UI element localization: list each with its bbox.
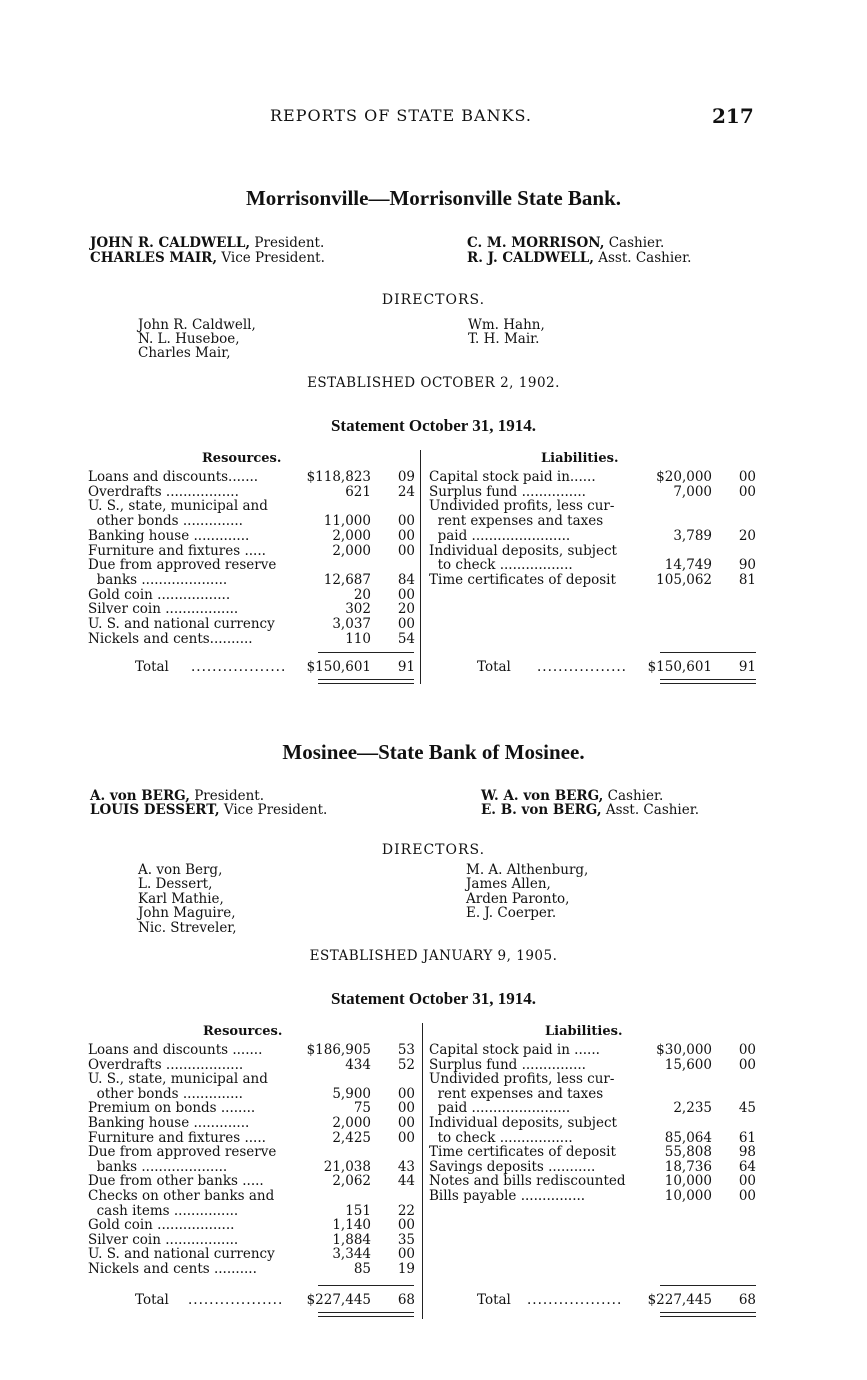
double-rule — [660, 679, 756, 680]
item-dollars: 75 — [353, 1100, 371, 1117]
resources-total-dollars: $150,601 — [306, 659, 371, 675]
ledger-row — [88, 1189, 418, 1204]
item-dollars: 621 — [345, 483, 371, 500]
ledger-row — [429, 1087, 759, 1102]
item-dollars: 11,000 — [323, 513, 371, 530]
item-cents: 00 — [397, 1085, 415, 1102]
item-label: Notes and bills rediscounted — [429, 1173, 626, 1190]
item-dollars: 20 — [353, 586, 371, 603]
double-rule — [660, 683, 756, 684]
total-label: Total — [135, 659, 169, 675]
item-label: Savings deposits ........... — [429, 1158, 596, 1175]
item-label: Overdrafts .................. — [88, 1056, 244, 1073]
item-dollars: 2,235 — [673, 1100, 712, 1117]
liabilities-total-row — [429, 659, 759, 675]
item-cents: 20 — [397, 601, 415, 618]
item-cents: 43 — [397, 1158, 415, 1175]
item-cents: 19 — [397, 1261, 415, 1277]
ledger-row — [88, 1233, 418, 1248]
officer-vice-president: CHARLES MAIR, Vice President. — [90, 250, 325, 266]
item-cents: 00 — [397, 1246, 415, 1263]
directors-heading: DIRECTORS. — [381, 292, 486, 308]
resources-total-cents: 68 — [397, 1292, 415, 1308]
item-label: paid ....................... — [429, 1100, 571, 1117]
item-label: Surplus fund ............... — [429, 1056, 586, 1073]
item-label: Banking house ............. — [88, 1115, 250, 1131]
ledger-row — [429, 1116, 759, 1131]
item-label: banks .................... — [88, 1158, 228, 1175]
item-cents: 00 — [738, 483, 756, 500]
item-dollars: 110 — [345, 630, 371, 647]
total-label: Total — [477, 1292, 511, 1308]
ledger-row — [88, 1116, 418, 1131]
item-cents: 81 — [738, 571, 756, 588]
column-divider — [420, 450, 421, 684]
item-label: Time certificates of deposit — [429, 571, 616, 588]
liabilities-total-cents: 68 — [738, 1292, 756, 1308]
double-rule — [660, 1316, 756, 1317]
item-cents: 64 — [738, 1158, 756, 1175]
ledger-row — [88, 1247, 418, 1262]
ledger-row — [88, 1145, 418, 1160]
statement-heading: Statement October 31, 1914. — [330, 989, 537, 1008]
ledger-row — [429, 544, 759, 559]
item-label: U. S. and national currency — [88, 1246, 275, 1263]
item-cents: 54 — [397, 630, 415, 647]
ledger-row — [429, 1072, 759, 1087]
ledger-row — [429, 1160, 759, 1175]
item-dollars: 7,000 — [673, 483, 712, 500]
director: E. J. Coerper. — [466, 905, 557, 921]
item-cents: 52 — [397, 1056, 415, 1073]
item-cents: 00 — [738, 1188, 756, 1204]
item-label: Individual deposits, subject — [429, 1115, 617, 1131]
item-cents: 35 — [397, 1231, 415, 1248]
item-cents: 00 — [397, 586, 415, 603]
resources-total-dollars: $227,445 — [306, 1292, 371, 1308]
ledger-row — [88, 632, 418, 647]
item-dollars: 15,600 — [664, 1056, 712, 1073]
ledger-row — [88, 588, 418, 603]
item-dollars: 10,000 — [664, 1173, 712, 1190]
item-label: Loans and discounts ....... — [88, 1042, 263, 1058]
item-cents: 22 — [397, 1202, 415, 1219]
officer-asst-cashier: E. B. von BERG, Asst. Cashier. — [481, 802, 700, 818]
director: John Maguire, — [138, 905, 236, 921]
item-label: rent expenses and taxes — [429, 1085, 604, 1102]
item-cents: 00 — [397, 527, 415, 544]
item-label: Bills payable ............... — [429, 1188, 586, 1204]
liabilities-total-row — [429, 1292, 759, 1308]
director: T. H. Mair. — [468, 331, 540, 347]
sum-rule — [318, 652, 414, 653]
item-label: Loans and discounts....... — [88, 469, 259, 485]
item-cents: 90 — [738, 557, 756, 574]
item-dollars: 2,000 — [332, 542, 371, 559]
item-label: other bonds .............. — [88, 1085, 243, 1102]
double-rule — [318, 679, 414, 680]
officer-asst-cashier: R. J. CALDWELL, Asst. Cashier. — [467, 250, 692, 266]
item-label: Capital stock paid in ...... — [429, 1042, 600, 1058]
bank-title: Morrisonville—Morrisonville State Bank. — [245, 186, 622, 210]
ledger-row — [88, 499, 418, 514]
item-cents: 09 — [397, 469, 415, 485]
ledger-row — [429, 573, 759, 588]
director: Nic. Streveler, — [138, 920, 237, 936]
item-cents: 00 — [397, 1115, 415, 1131]
ledger-row — [429, 499, 759, 514]
ledger-row — [88, 1204, 418, 1219]
item-dollars: 12,687 — [323, 571, 371, 588]
item-label: Undivided profits, less cur- — [429, 1071, 615, 1088]
ledger-row — [88, 1058, 418, 1073]
item-label: other bonds .............. — [88, 513, 243, 530]
item-label: Furniture and fixtures ..... — [88, 542, 266, 559]
page-number: 217 — [712, 104, 754, 128]
director: Wm. Hahn, — [468, 317, 545, 333]
ledger-row — [88, 1087, 418, 1102]
ledger-row — [88, 529, 418, 544]
ledger-row — [429, 514, 759, 529]
item-label: Due from other banks ..... — [88, 1173, 264, 1190]
item-dollars: 434 — [345, 1056, 371, 1073]
ledger-row — [88, 514, 418, 529]
ledger-row — [429, 470, 759, 485]
liabilities-heading: Liabilities. — [541, 451, 619, 466]
item-label: Silver coin ................. — [88, 601, 239, 618]
item-cents: 84 — [397, 571, 415, 588]
item-dollars: $118,823 — [306, 469, 371, 485]
item-label: Overdrafts ................. — [88, 483, 239, 500]
ledger-row — [429, 1174, 759, 1189]
item-cents: 61 — [738, 1129, 756, 1146]
item-dollars: 2,000 — [332, 1115, 371, 1131]
running-head — [0, 106, 867, 130]
director: L. Dessert, — [138, 876, 213, 892]
item-label: cash items ............... — [88, 1202, 239, 1219]
ledger-row — [429, 1043, 759, 1058]
item-dollars: 2,000 — [332, 527, 371, 544]
ledger-row — [88, 1043, 418, 1058]
resources-total-cents: 91 — [397, 659, 415, 675]
ledger-row — [88, 1160, 418, 1175]
item-cents: 00 — [397, 1100, 415, 1117]
item-dollars: 85,064 — [664, 1129, 712, 1146]
item-label: Due from approved reserve — [88, 1144, 277, 1161]
item-label: paid ....................... — [429, 527, 571, 544]
item-cents: 00 — [397, 542, 415, 559]
officer-cashier: W. A. von BERG, Cashier. — [481, 788, 664, 804]
column-divider — [422, 1023, 423, 1319]
resources-total-row — [88, 659, 418, 675]
item-label: Silver coin ................. — [88, 1231, 239, 1248]
ledger-row — [88, 573, 418, 588]
established-date: ESTABLISHED OCTOBER 2, 1902. — [307, 375, 560, 391]
total-label: Total — [477, 659, 511, 675]
item-dollars: 10,000 — [664, 1188, 712, 1204]
item-dollars: 2,425 — [332, 1129, 371, 1146]
item-cents: 00 — [738, 469, 756, 485]
director: James Allen, — [466, 876, 551, 892]
item-cents: 98 — [738, 1144, 756, 1161]
item-label: Furniture and fixtures ..... — [88, 1129, 266, 1146]
item-cents: 00 — [738, 1042, 756, 1058]
sum-rule — [318, 1285, 414, 1286]
item-dollars: 1,884 — [332, 1231, 371, 1248]
item-cents: 00 — [397, 513, 415, 530]
total-label: Total — [135, 1292, 169, 1308]
director: N. L. Huseboe, — [138, 331, 240, 347]
ledger-row — [88, 1131, 418, 1146]
item-cents: 24 — [397, 483, 415, 500]
item-label: U. S., state, municipal and — [88, 1071, 268, 1088]
ledger-row — [88, 1101, 418, 1116]
item-cents: 00 — [738, 1056, 756, 1073]
item-cents: 00 — [397, 1129, 415, 1146]
ledger-row — [88, 544, 418, 559]
item-dollars: 151 — [345, 1202, 371, 1219]
ledger-row — [429, 1101, 759, 1116]
director: Arden Paronto, — [466, 891, 570, 907]
total-leader: .................. — [191, 659, 287, 675]
item-dollars: 21,038 — [323, 1158, 371, 1175]
item-dollars: 302 — [345, 601, 371, 618]
ledger-row — [429, 529, 759, 544]
item-label: to check ................. — [429, 1129, 573, 1146]
item-dollars: $30,000 — [656, 1042, 712, 1058]
director: John R. Caldwell, — [138, 317, 256, 333]
item-dollars: $186,905 — [306, 1042, 371, 1058]
item-label: rent expenses and taxes — [429, 513, 604, 530]
double-rule — [318, 1316, 414, 1317]
item-cents: 00 — [397, 1217, 415, 1234]
officer-president: A. von BERG, President. — [90, 788, 265, 804]
ledger-row — [88, 1174, 418, 1189]
item-label: U. S., state, municipal and — [88, 498, 268, 515]
director: M. A. Althenburg, — [466, 862, 589, 878]
item-dollars: 85 — [353, 1261, 371, 1277]
ledger-row — [88, 1218, 418, 1233]
item-dollars: 105,062 — [656, 571, 712, 588]
ledger-row — [88, 602, 418, 617]
double-rule — [318, 1312, 414, 1313]
resources-heading: Resources. — [203, 1024, 283, 1039]
sum-rule — [660, 652, 756, 653]
item-label: banks .................... — [88, 571, 228, 588]
ledger-row — [429, 1058, 759, 1073]
item-label: Checks on other banks and — [88, 1188, 275, 1204]
item-label: U. S. and national currency — [88, 616, 275, 632]
double-rule — [318, 683, 414, 684]
officer-president: JOHN R. CALDWELL, President. — [90, 235, 325, 251]
item-label: Nickels and cents.......... — [88, 630, 253, 647]
total-leader: .................. — [527, 1292, 623, 1308]
resources-heading: Resources. — [202, 451, 282, 466]
ledger-row — [429, 558, 759, 573]
item-label: Banking house ............. — [88, 527, 250, 544]
item-label: to check ................. — [429, 557, 573, 574]
item-cents: 53 — [397, 1042, 415, 1058]
statement-heading: Statement October 31, 1914. — [330, 416, 537, 435]
item-label: Due from approved reserve — [88, 557, 277, 574]
item-dollars: 18,736 — [664, 1158, 712, 1175]
ledger-row — [429, 1189, 759, 1204]
resources-total-row — [88, 1292, 418, 1308]
total-leader: ................. — [537, 659, 627, 675]
item-label: Individual deposits, subject — [429, 542, 617, 559]
sum-rule — [660, 1285, 756, 1286]
item-dollars: 2,062 — [332, 1173, 371, 1190]
item-label: Time certificates of deposit — [429, 1144, 616, 1161]
ledger-row — [429, 1145, 759, 1160]
item-dollars: 3,789 — [673, 527, 712, 544]
director: Karl Mathie, — [138, 891, 224, 907]
item-label: Gold coin ................. — [88, 586, 231, 603]
item-dollars: 55,808 — [664, 1144, 712, 1161]
ledger-row — [429, 485, 759, 500]
liabilities-total-cents: 91 — [738, 659, 756, 675]
ledger-row — [88, 1262, 418, 1277]
ledger-row — [429, 1131, 759, 1146]
ledger-row — [88, 558, 418, 573]
ledger-row — [88, 470, 418, 485]
total-leader: .................. — [188, 1292, 284, 1308]
established-date: ESTABLISHED JANUARY 9, 1905. — [309, 948, 558, 964]
director: A. von Berg, — [138, 862, 223, 878]
running-title: REPORTS OF STATE BANKS. — [270, 106, 533, 125]
item-label: Undivided profits, less cur- — [429, 498, 615, 515]
item-label: Gold coin .................. — [88, 1217, 235, 1234]
item-label: Nickels and cents .......... — [88, 1261, 257, 1277]
item-dollars: 3,344 — [332, 1246, 371, 1263]
officer-vice-president: LOUIS DESSERT, Vice President. — [90, 802, 328, 818]
item-label: Capital stock paid in...... — [429, 469, 596, 485]
directors-heading: DIRECTORS. — [381, 842, 486, 858]
director: Charles Mair, — [138, 345, 231, 361]
ledger-row — [88, 485, 418, 500]
liabilities-heading: Liabilities. — [545, 1024, 623, 1039]
liabilities-total-dollars: $227,445 — [647, 1292, 712, 1308]
item-cents: 20 — [738, 527, 756, 544]
item-label: Surplus fund ............... — [429, 483, 586, 500]
bank-title: Mosinee—State Bank of Mosinee. — [282, 740, 585, 764]
item-cents: 00 — [397, 616, 415, 632]
item-dollars: $20,000 — [656, 469, 712, 485]
item-label: Premium on bonds ........ — [88, 1100, 256, 1117]
officer-cashier: C. M. MORRISON, Cashier. — [467, 235, 665, 251]
item-dollars: 14,749 — [664, 557, 712, 574]
item-cents: 00 — [738, 1173, 756, 1190]
item-dollars: 5,900 — [332, 1085, 371, 1102]
double-rule — [660, 1312, 756, 1313]
ledger-row — [88, 617, 418, 632]
item-cents: 45 — [738, 1100, 756, 1117]
item-cents: 44 — [397, 1173, 415, 1190]
ledger-row — [88, 1072, 418, 1087]
item-dollars: 3,037 — [332, 616, 371, 632]
item-dollars: 1,140 — [332, 1217, 371, 1234]
liabilities-total-dollars: $150,601 — [647, 659, 712, 675]
